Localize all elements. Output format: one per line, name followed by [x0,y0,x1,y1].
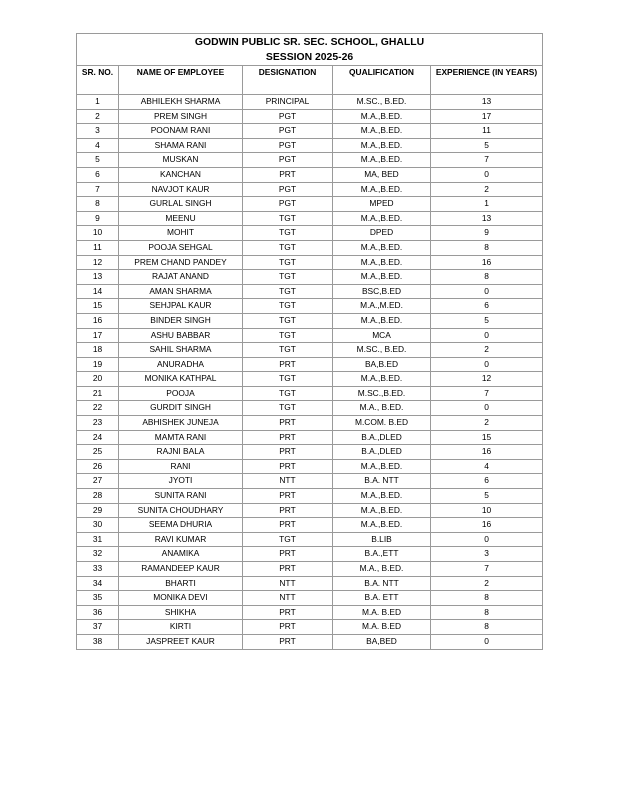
table-row [77,474,543,489]
cell-sr-no: 15 [77,299,119,314]
cell-sr-no: 19 [77,357,119,372]
cell-designation: TGT [243,240,333,255]
cell-qualification: M.A. B.ED [333,620,431,635]
table-row [77,591,543,606]
cell-employee-name: ASHU BABBAR [119,328,243,343]
table-row [77,226,543,241]
cell-sr-no: 36 [77,605,119,620]
cell-designation: PRT [243,547,333,562]
cell-employee-name: POONAM RANI [119,124,243,139]
table-row [77,153,543,168]
cell-designation: PGT [243,182,333,197]
cell-employee-name: MONIKA DEVI [119,591,243,606]
cell-experience: 0 [431,167,543,182]
header-sr-no: SR. NO. [77,66,119,95]
cell-employee-name: NAVJOT KAUR [119,182,243,197]
cell-sr-no: 24 [77,430,119,445]
header-designation: DESIGNATION [243,66,333,95]
cell-qualification: M.A. B.ED [333,605,431,620]
cell-employee-name: RANI [119,459,243,474]
cell-designation: PRT [243,489,333,504]
cell-experience: 0 [431,328,543,343]
cell-sr-no: 16 [77,313,119,328]
cell-employee-name: ABHISHEK JUNEJA [119,416,243,431]
cell-qualification: MCA [333,328,431,343]
table-row [77,95,543,110]
document-title [77,34,543,66]
cell-qualification: M.SC.,B.ED. [333,386,431,401]
cell-employee-name: POOJA [119,386,243,401]
cell-qualification: M.A.,B.ED. [333,124,431,139]
cell-designation: NTT [243,474,333,489]
cell-experience: 2 [431,576,543,591]
cell-experience: 13 [431,95,543,110]
cell-qualification: M.A.,B.ED. [333,182,431,197]
cell-sr-no: 31 [77,532,119,547]
cell-experience: 0 [431,634,543,649]
cell-designation: TGT [243,284,333,299]
table-row [77,532,543,547]
table-row [77,197,543,212]
header-row [77,66,543,95]
cell-employee-name: MEENU [119,211,243,226]
cell-designation: TGT [243,255,333,270]
cell-qualification: BSC,B.ED [333,284,431,299]
cell-experience: 8 [431,270,543,285]
cell-experience: 2 [431,343,543,358]
school-name: GODWIN PUBLIC SR. SEC. SCHOOL, GHALLU [194,37,425,48]
cell-employee-name: RAVI KUMAR [119,532,243,547]
session-label: SESSION 2025-26 [265,52,354,63]
table-row [77,284,543,299]
cell-employee-name: SUNITA CHOUDHARY [119,503,243,518]
table-row [77,562,543,577]
cell-sr-no: 23 [77,416,119,431]
cell-sr-no: 32 [77,547,119,562]
table-row [77,605,543,620]
table-row [77,386,543,401]
cell-qualification: M.A., B.ED. [333,401,431,416]
cell-qualification: M.A.,B.ED. [333,489,431,504]
cell-designation: NTT [243,576,333,591]
table-row [77,357,543,372]
cell-sr-no: 6 [77,167,119,182]
cell-designation: PRT [243,503,333,518]
cell-sr-no: 20 [77,372,119,387]
cell-experience: 15 [431,430,543,445]
cell-employee-name: MUSKAN [119,153,243,168]
cell-designation: PRT [243,167,333,182]
cell-designation: TGT [243,328,333,343]
cell-sr-no: 3 [77,124,119,139]
cell-sr-no: 28 [77,489,119,504]
cell-sr-no: 17 [77,328,119,343]
cell-sr-no: 2 [77,109,119,124]
table-row [77,576,543,591]
table-body [77,95,543,650]
table-row [77,372,543,387]
cell-qualification: M.A.,B.ED. [333,211,431,226]
cell-qualification: M.COM. B.ED [333,416,431,431]
cell-designation: PGT [243,153,333,168]
cell-employee-name: GURDIT SINGH [119,401,243,416]
cell-experience: 0 [431,357,543,372]
cell-experience: 4 [431,459,543,474]
cell-employee-name: SHIKHA [119,605,243,620]
cell-experience: 5 [431,489,543,504]
cell-employee-name: JYOTI [119,474,243,489]
cell-qualification: MA, BED [333,167,431,182]
cell-employee-name: MAMTA RANI [119,430,243,445]
cell-employee-name: PREM CHAND PANDEY [119,255,243,270]
cell-sr-no: 30 [77,518,119,533]
table-row [77,167,543,182]
cell-qualification: B.LIB [333,532,431,547]
cell-designation: TGT [243,299,333,314]
cell-sr-no: 1 [77,95,119,110]
cell-designation: TGT [243,372,333,387]
cell-experience: 5 [431,138,543,153]
cell-qualification: B.A. NTT [333,474,431,489]
cell-experience: 10 [431,503,543,518]
cell-designation: PRT [243,634,333,649]
cell-employee-name: SHAMA RANI [119,138,243,153]
table-row [77,503,543,518]
cell-experience: 7 [431,153,543,168]
table-row [77,620,543,635]
cell-employee-name: RAJNI BALA [119,445,243,460]
cell-sr-no: 34 [77,576,119,591]
table-row [77,401,543,416]
cell-employee-name: JASPREET KAUR [119,634,243,649]
cell-employee-name: SEEMA DHURIA [119,518,243,533]
cell-employee-name: KANCHAN [119,167,243,182]
cell-designation: PRT [243,562,333,577]
cell-employee-name: PREM SINGH [119,109,243,124]
cell-designation: PGT [243,138,333,153]
cell-experience: 17 [431,109,543,124]
cell-experience: 8 [431,620,543,635]
cell-experience: 7 [431,562,543,577]
cell-qualification: MPED [333,197,431,212]
cell-sr-no: 7 [77,182,119,197]
table-row [77,255,543,270]
cell-sr-no: 22 [77,401,119,416]
table-row [77,430,543,445]
cell-employee-name: GURLAL SINGH [119,197,243,212]
cell-sr-no: 5 [77,153,119,168]
cell-qualification: M.A.,B.ED. [333,503,431,518]
table-row [77,459,543,474]
table-row [77,518,543,533]
header-qualification: QUALIFICATION [333,66,431,95]
cell-sr-no: 9 [77,211,119,226]
cell-experience: 6 [431,474,543,489]
table-row [77,138,543,153]
cell-employee-name: BINDER SINGH [119,313,243,328]
cell-sr-no: 11 [77,240,119,255]
title-row [77,34,543,66]
cell-employee-name: ANAMIKA [119,547,243,562]
cell-designation: PRT [243,459,333,474]
cell-experience: 8 [431,591,543,606]
cell-designation: TGT [243,211,333,226]
cell-designation: TGT [243,343,333,358]
cell-qualification: B.A.,DLED [333,430,431,445]
cell-designation: TGT [243,401,333,416]
cell-designation: TGT [243,532,333,547]
cell-designation: PRINCIPAL [243,95,333,110]
cell-experience: 5 [431,313,543,328]
cell-designation: TGT [243,270,333,285]
table-row [77,270,543,285]
cell-sr-no: 26 [77,459,119,474]
cell-sr-no: 18 [77,343,119,358]
table-row [77,634,543,649]
cell-qualification: M.A.,B.ED. [333,240,431,255]
cell-experience: 11 [431,124,543,139]
cell-employee-name: BHARTI [119,576,243,591]
cell-qualification: DPED [333,226,431,241]
cell-qualification: M.A.,B.ED. [333,313,431,328]
cell-qualification: M.SC., B.ED. [333,343,431,358]
cell-sr-no: 14 [77,284,119,299]
table-row [77,182,543,197]
cell-qualification: M.SC., B.ED. [333,95,431,110]
cell-experience: 16 [431,445,543,460]
cell-employee-name: AMAN SHARMA [119,284,243,299]
cell-sr-no: 29 [77,503,119,518]
cell-employee-name: MOHIT [119,226,243,241]
table-row [77,547,543,562]
cell-designation: TGT [243,386,333,401]
cell-designation: PRT [243,605,333,620]
cell-qualification: M.A.,B.ED. [333,518,431,533]
cell-experience: 9 [431,226,543,241]
cell-employee-name: ANURADHA [119,357,243,372]
table-row [77,109,543,124]
cell-employee-name: SAHIL SHARMA [119,343,243,358]
cell-qualification: M.A.,B.ED. [333,255,431,270]
cell-qualification: M.A.,B.ED. [333,153,431,168]
table-row [77,416,543,431]
cell-employee-name: ABHILEKH SHARMA [119,95,243,110]
cell-experience: 2 [431,416,543,431]
cell-experience: 12 [431,372,543,387]
cell-employee-name: KIRTI [119,620,243,635]
cell-experience: 8 [431,605,543,620]
header-name: NAME OF EMPLOYEE [119,66,243,95]
cell-sr-no: 27 [77,474,119,489]
cell-qualification: M.A.,B.ED. [333,459,431,474]
cell-sr-no: 35 [77,591,119,606]
cell-employee-name: RAJAT ANAND [119,270,243,285]
table-row [77,124,543,139]
cell-designation: PGT [243,197,333,212]
cell-qualification: BA,BED [333,634,431,649]
cell-designation: TGT [243,226,333,241]
cell-designation: PRT [243,620,333,635]
cell-sr-no: 10 [77,226,119,241]
cell-experience: 0 [431,401,543,416]
cell-designation: PRT [243,518,333,533]
cell-qualification: M.A.,B.ED. [333,138,431,153]
cell-experience: 0 [431,284,543,299]
cell-employee-name: SEHJPAL KAUR [119,299,243,314]
cell-designation: TGT [243,313,333,328]
cell-experience: 8 [431,240,543,255]
table-row [77,299,543,314]
cell-employee-name: SUNITA RANI [119,489,243,504]
cell-experience: 2 [431,182,543,197]
table-row [77,328,543,343]
cell-qualification: B.A. ETT [333,591,431,606]
cell-qualification: B.A.,DLED [333,445,431,460]
cell-qualification: M.A.,M.ED. [333,299,431,314]
cell-sr-no: 4 [77,138,119,153]
cell-experience: 6 [431,299,543,314]
table-row [77,445,543,460]
table-row [77,240,543,255]
cell-sr-no: 13 [77,270,119,285]
cell-experience: 7 [431,386,543,401]
cell-designation: PRT [243,416,333,431]
cell-designation: PGT [243,109,333,124]
cell-experience: 3 [431,547,543,562]
cell-qualification: M.A.,B.ED. [333,372,431,387]
cell-employee-name: MONIKA KATHPAL [119,372,243,387]
cell-qualification: B.A. NTT [333,576,431,591]
cell-sr-no: 33 [77,562,119,577]
cell-qualification: M.A.,B.ED. [333,270,431,285]
table-row [77,313,543,328]
cell-sr-no: 12 [77,255,119,270]
cell-designation: NTT [243,591,333,606]
header-experience: EXPERIENCE (IN YEARS) [431,66,543,95]
cell-qualification: M.A., B.ED. [333,562,431,577]
cell-experience: 13 [431,211,543,226]
cell-experience: 16 [431,255,543,270]
table-row [77,343,543,358]
cell-sr-no: 37 [77,620,119,635]
table-row [77,211,543,226]
cell-sr-no: 25 [77,445,119,460]
cell-sr-no: 8 [77,197,119,212]
cell-designation: PRT [243,357,333,372]
cell-employee-name: POOJA SEHGAL [119,240,243,255]
cell-designation: PGT [243,124,333,139]
cell-experience: 0 [431,532,543,547]
cell-qualification: M.A.,B.ED. [333,109,431,124]
cell-experience: 16 [431,518,543,533]
cell-sr-no: 38 [77,634,119,649]
cell-experience: 1 [431,197,543,212]
cell-sr-no: 21 [77,386,119,401]
cell-qualification: B.A.,ETT [333,547,431,562]
cell-qualification: BA,B.ED [333,357,431,372]
cell-designation: PRT [243,445,333,460]
staff-table [76,33,543,650]
cell-employee-name: RAMANDEEP KAUR [119,562,243,577]
table-row [77,489,543,504]
cell-designation: PRT [243,430,333,445]
